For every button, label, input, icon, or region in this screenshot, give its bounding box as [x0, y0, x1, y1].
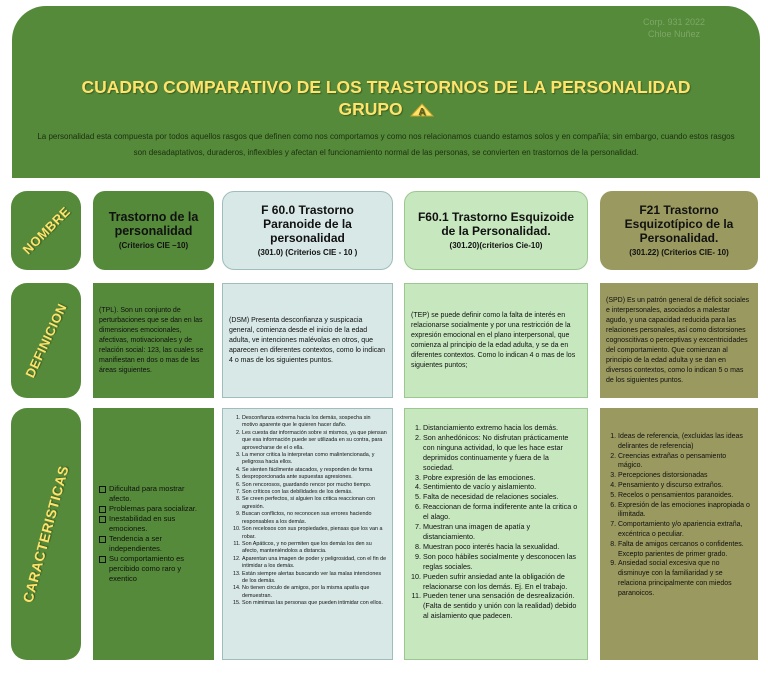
- page-title: [52, 76, 720, 120]
- list-item: 3. La menor critica la interpretan como malintencionada, y peligrosa hacia ellos.: [242, 452, 387, 467]
- characteristics-list-general: [99, 484, 208, 584]
- list-item: 13. Están siempre alertas buscando ver las malas intenciones de los demás.: [242, 571, 387, 586]
- list-item: 10. Pueden sufrir ansiedad ante la obligación de relacionarse con los demás. Ej. En el trabajo.: [423, 572, 581, 592]
- list-item: 11. Pueden tener una sensación de desrealización. (Falta de sentido y unión con la realidad) debido al aislamiento que padecen.: [423, 591, 581, 621]
- characteristics-list-paranoide: [228, 415, 387, 608]
- list-item: 12. Aparentan una imagen de poder y peligrosidad, con el fin de intimidar a los demás.: [242, 556, 387, 571]
- list-item: Inestabilidad en sus emociones.: [99, 514, 208, 534]
- header-banner: [12, 6, 760, 178]
- characteristics-list-esquizoide: [409, 423, 581, 621]
- list-item: Dificultad para mostrar afecto.: [99, 484, 208, 504]
- list-item: 3. Pobre expresión de las emociones.: [423, 473, 581, 483]
- row-label-definicion: DEFINICION: [11, 283, 81, 398]
- list-item: 14. No tienen circulo de amigos, por la misma apatía que demuestran.: [242, 585, 387, 600]
- list-item: 9. Son poco hábiles socialmente y desconocen las reglas sociales.: [423, 552, 581, 572]
- list-item: 7. Comportamiento y/o apariencia extraña, excéntrica o peculiar.: [618, 520, 752, 540]
- grupo-letter: A: [417, 107, 426, 118]
- definition-paranoide: (DSM) Presenta desconfianza y suspicacia general, comienza desde el inicio de la edad adulta, ve intenciones malévolas en otros, que aparecen en diferentes contextos, como lo indican 4 o mas de los siguientes puntos.: [222, 283, 393, 398]
- list-item: 9. Buscan conflictos, no reconocen sus errores haciendo responsables a los demás.: [242, 511, 387, 526]
- list-item: Problemas para socializar.: [99, 504, 208, 514]
- list-item: 7. Muestran una imagen de apatía y distanciamiento.: [423, 522, 581, 542]
- list-item: 8. Muestran poco interés hacia la sexualidad.: [423, 542, 581, 552]
- list-item: 1. Ideas de referencia, (excluidas las ideas delirantes de referencia): [618, 432, 752, 452]
- author-credit: Corp. 931 2022 Chloe Nuñez: [642, 17, 706, 39]
- list-item: 10. Son recelosos con sus propiedades, piensas que los van a robar.: [242, 526, 387, 541]
- list-item: 6. Expresión de las emociones inapropiada o ilimitada.: [618, 501, 752, 521]
- list-item: 5. Falta de necesidad de relaciones sociales.: [423, 492, 581, 502]
- definition-esquizotipico: (SPD) Es un patrón general de déficit sociales e interpersonales, asociados a malestar agudo, y una capacidad reducida para las relaciones personales, así como distorsiones cognoscitivas o perceptivas y excentricidades del comportamiento. Que comienzan al principio de la edad adulta y se dan en diversos contextos, como lo indican 5 o mas de los siguientes puntos.: [600, 283, 758, 398]
- list-item: 4. Pensamiento y discurso extraños.: [618, 481, 752, 491]
- list-item: 5. Recelos o pensamientos paranoides.: [618, 491, 752, 501]
- list-item: 3. Percepciones distorsionadas: [618, 471, 752, 481]
- list-item: 9. Ansiedad social excesiva que no disminuye con la familiaridad y se relaciona principalmente con miedos paranoicos.: [618, 559, 752, 598]
- definition-esquizoide: (TEP) se puede definir como la falta de interés en relacionarse socialmente y por una restricción de la expresión emocional en el plano interpersonal, que comienza al principio de la edad adulta, y se da en diferentes contextos. Como lo indican 4 o mas de los siguientes puntos;: [404, 283, 588, 398]
- name-cell-esquizotipico: F21 Trastorno Esquizotípico de la Personalidad. (301.22) (Criterios CIE- 10): [600, 191, 758, 270]
- row-label-nombre: NOMBRE: [11, 191, 81, 270]
- list-item: 2. Les cuesta dar información sobre si mismos, ya que piensan que esa información puede ser utilizada en su contra, para aprovecharse de el o ella.: [242, 430, 387, 452]
- list-item: 8. Falta de amigos cercanos o confidentes. Excepto parientes de primer grado.: [618, 540, 752, 560]
- list-item: 6. Reaccionan de forma indiferente ante la critica o el alago.: [423, 502, 581, 522]
- characteristics-list-esquizotipico: [604, 432, 752, 599]
- list-item: 1. Desconfianza extrema hacia los demás, sospecha sin motivo aparente que le quieren hacer daño.: [242, 415, 387, 430]
- title-line-1: CUADRO COMPARATIVO DE LOS TRASTORNOS DE LA PERSONALIDAD: [81, 77, 691, 97]
- list-item: Su comportamiento es percibido como raro y exentico: [99, 554, 208, 584]
- list-item: 4. Se sienten fácilmente atacados, y responden de forma: [242, 467, 387, 474]
- characteristics-paranoide: [222, 408, 393, 660]
- intro-text: La personalidad esta compuesta por todos aquellos rasgos que definen como nos comportamos y como nos relacionamos cuando estamos solos y en compañía; sin embargo, cuando estos rasgos son desadaptativos, duraderos, inflexibles y afectan el funcionamiento normal de las personas, se convierten en trastornos de la personalidad.: [37, 132, 735, 157]
- list-item: 7. Son críticos con las debilidades de los demás.: [242, 489, 387, 496]
- name-cell-paranoide: F 60.0 Trastorno Paranoide de la personalidad (301.0) (Criterios CIE - 10 ): [222, 191, 393, 270]
- list-item: 4. Sentimiento de vacío y aislamiento.: [423, 482, 581, 492]
- row-label-caracteristicas: CARACTERISTICAS: [11, 408, 81, 660]
- list-item: 1. Distanciamiento extremo hacia los demás.: [423, 423, 581, 433]
- list-item: 11. Son Apáticos, y no permiten que los demás los den su afecto, manteniéndolos a distancia.: [242, 541, 387, 556]
- list-item: 15. Son mimimas las personas que pueden intimidar con ellos.: [242, 600, 387, 607]
- list-item: 2. Son anhedónicos: No disfrutan prácticamente con ninguna actividad, lo que les hace estar deprimidos continuamente y fuera de la sociedad.: [423, 433, 581, 473]
- characteristics-esquizotipico: [600, 408, 758, 660]
- list-item: 2. Creencias extrañas o pensamiento mágico.: [618, 452, 752, 472]
- list-item: Tendencia a ser independientes.: [99, 534, 208, 554]
- title-line-2: GRUPO: [338, 99, 403, 119]
- definition-general: (TPL). Son un conjunto de perturbaciones que se dan en las dimensiones emocionales, afectivas, motivacionales y de relación social: 123, las cuales se manifiestan en dos o mas de las áreas siguientes.: [93, 283, 214, 398]
- name-cell-general: Trastorno de la personalidad (Criterios CIE –10): [93, 191, 214, 270]
- list-item: 6. Son rencorosos, guardando rencor por mucho tiempo.: [242, 482, 387, 489]
- list-item: 5. desproporcionada ante supuestas agresiones.: [242, 474, 387, 481]
- grupo-a-badge: [410, 103, 434, 117]
- name-cell-esquizoide: F60.1 Trastorno Esquizoide de la Personalidad. (301.20)(criterios Cie-10): [404, 191, 588, 270]
- list-item: 8. Se creen perfectos, si alguien los critica reaccionan con agresión.: [242, 496, 387, 511]
- characteristics-general: [93, 408, 214, 660]
- characteristics-esquizoide: [404, 408, 588, 660]
